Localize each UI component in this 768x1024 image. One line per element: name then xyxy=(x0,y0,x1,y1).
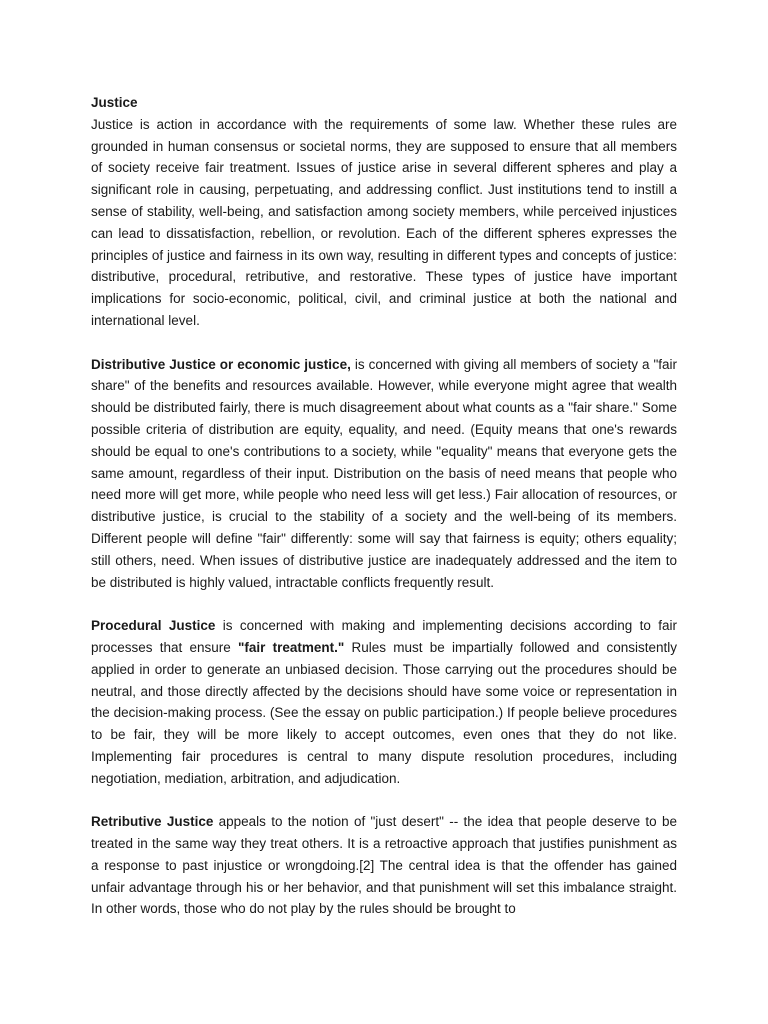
section-body-justice: Justice is action in accordance with the requirements of some law. Whether these rules are grounded in human consensus or societal norms, they are supposed to ensure that all members of society receive fair treatment. Issues of justice arise in several different spheres and play a significant role in causing, perpetuating, and addressing conflict. Just institutions tend to instill a sense of stability, well-being, and satisfaction among society members, while perceived injustices can lead to dissatisfaction, rebellion, or revolution. Each of the different spheres expresses the principles of justice and fairness in its own way, resulting in different types and concepts of justice: distributive, procedural, retributive, and restorative. These types of justice have important implications for socio-economic, political, civil, and criminal justice at both the national and international level. xyxy=(91,116,677,328)
section-heading-procedural: Procedural Justice xyxy=(91,618,216,634)
section-body-distributive: is concerned with giving all members of society a "fair share" of the benefits and resources available. However, while everyone might agree that wealth should be distributed fairly, there is much disagreement about what counts as a "fair share." Some possible criteria of distribution are equity, equality, and need. (Equity means that one's rewards should be equal to one's contributions to a society, while "equality" means that everyone gets the same amount, regardless of their input. Distribution on the basis of need means that people who need more will get more, while people who need less will get less.) Fair allocation of resources, or distributive justice, is crucial to the stability of a society and the well-being of its members. Different people will define "fair" differently: some will say that fairness is equity; others equality; still others, need. When issues of distributive justice are inadequately addressed and the item to be distributed is highly valued, intractable conflicts frequently result. xyxy=(91,356,677,590)
section-body-procedural-part1: is concerned with making and implementing decisions according to fair processes that ensure xyxy=(91,618,677,655)
document-page xyxy=(91,92,677,920)
section-justice xyxy=(91,92,677,332)
section-body-procedural-part2: Rules must be impartially followed and consistently applied in order to generate an unbiased decision. Those carrying out the procedures should be neutral, and those directly affected by the decisions should have some voice or representation in the decision-making process. (See the essay on public participation.) If people believe procedures to be fair, they will be more likely to accept outcomes, even ones that they do not like. Implementing fair procedures is central to many dispute resolution procedures, including negotiation, mediation, arbitration, and adjudication. xyxy=(91,639,678,786)
section-heading-distributive: Distributive Justice or economic justice, xyxy=(91,356,351,372)
section-heading-justice: Justice xyxy=(91,95,138,110)
section-procedural-justice xyxy=(91,615,677,789)
section-heading-retributive: Retributive Justice xyxy=(91,814,214,830)
section-emphasis-fair-treatment: "fair treatment." xyxy=(238,639,345,655)
section-retributive-justice xyxy=(91,811,677,920)
section-body-retributive: appeals to the notion of "just desert" -- the idea that people deserve to be treated in the same way they treat others. It is a retroactive approach that justifies punishment as a response to past injustice or wrongdoing.[2] The central idea is that the offender has gained unfair advantage through his or her behavior, and that punishment will set this imbalance straight. In other words, those who do not play by the rules should be brought to xyxy=(91,814,677,917)
section-distributive-justice xyxy=(91,354,677,594)
